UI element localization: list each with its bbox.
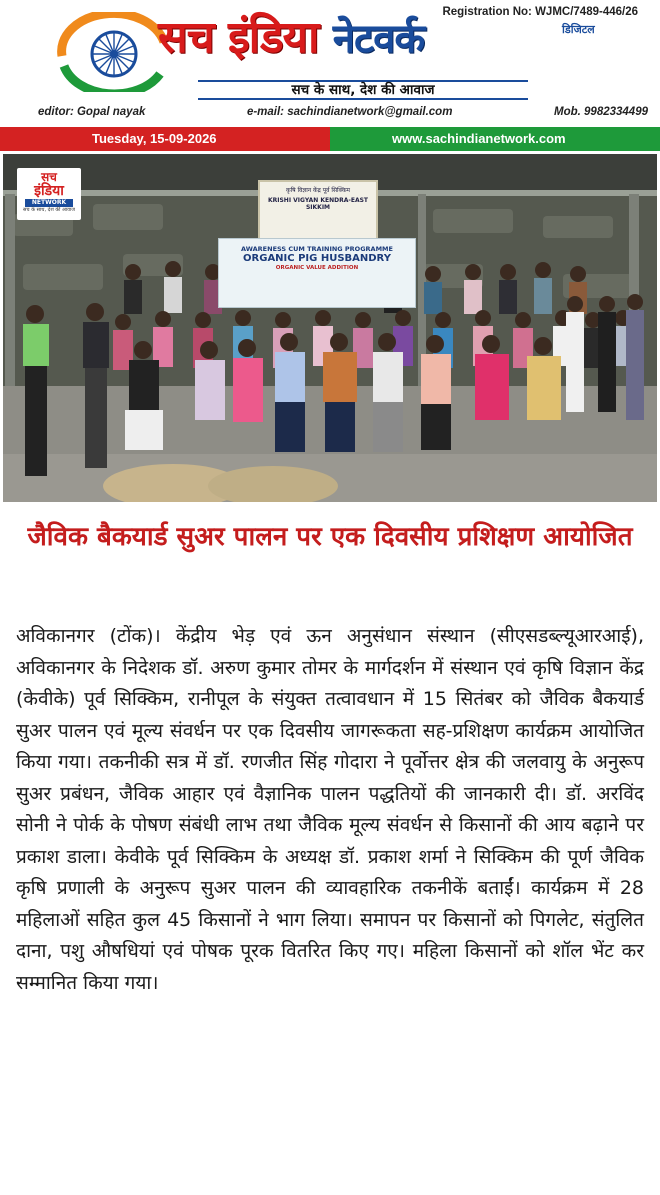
banner-line-3: ORGANIC VALUE ADDITION [275,265,359,271]
group-photo [3,154,657,502]
photo-watermark-logo [17,168,81,220]
digital-tag: डिजिटल [562,23,595,36]
mobile-number: Mob. 9982334499 [554,106,648,118]
tagline: सच के साथ, देश की आवाज [198,80,528,100]
brand-title [158,12,425,63]
badge-line-1: सच [41,170,57,184]
article-body: अविकानगर (टोंक)। केंद्रीय भेड़ एवं ऊन अनुसंधान संस्थान (सीएसडब्ल्यूआरआई), अविकानगर के निदेशक डॉ. अरुण कुमार तोमर के मार्गदर्शन में संस्थान एवं कृषि विज्ञान केंद्र (केवीके) पूर्व सिक्किम, रानीपूल के संयुक्त तत्वावधान में 15 सितंबर को जैविक बैकयार्ड सुअर पालन एवं मूल्य संवर्धन पर एक दिवसीय जागरूकता सह-प्रशिक्षण कार्यक्रम आयोजित किया गया। तकनीकी सत्र में डॉ. रणजीत सिंह गोदारा ने पूर्वोत्तर क्षेत्र की जलवायु के अनुरूप सुअर प्रबंधन, जैविक आहार एवं वैज्ञानिक पालन पद्धतियों की जानकारी दी। डॉ. अरविंद सोनी ने पोर्क के पोषण संबंधी लाभ तथा जैविक मूल्य संवर्धन से किसानों की आय बढ़ाने पर प्रकाश डाला। केवीके पूर्व सिक्किम के अध्यक्ष डॉ. प्रकाश शर्मा ने सिक्किम की पूर्ण जैविक कृषि प्रणाली के अनुरूप सुअर पालन की व्यावहारिक तकनीकें बताईं। कार्यक्रम में 28 महिलाओं सहित कुल 45 किसानों ने भाग लिया। समापन पर किसानों को पिगलेट, संतुलित दाना, पशु औषधियां एवं पोषक पूरक वितरित किए गए। महिला किसानों को शॉल भेंट कर सम्मानित किया गया। [16,625,644,994]
registration-number: Registration No: WJMC/7489-446/26 [442,6,638,18]
ashoka-chakra-logo [52,12,174,92]
banner-line-2: ORGANIC PIG HUSBANDRY [243,253,391,264]
article-headline: जैविक बैकयार्ड सुअर पालन पर एक दिवसीय प्रशिक्षण आयोजित [27,522,633,552]
badge-line-2: इंडिया [34,183,64,199]
brand-title-network: नेटवर्क [332,16,425,62]
email-address: e-mail: sachindianetwork@gmail.com [246,106,453,118]
brand-title-main: सच इंडिया [158,12,333,63]
editor-name: editor: Gopal nayak [38,106,146,118]
badge-network-label: NETWORK [25,199,73,207]
training-banner [218,238,416,308]
masthead [0,0,660,146]
signboard-english: KRISHI VIGYAN KENDRA-EAST SIKKIM [267,197,369,211]
website-link[interactable]: www.sachindianetwork.com [330,127,660,151]
kvk-signboard [258,180,378,242]
date-bar [0,127,660,151]
banner-line-1: AWARENESS CUM TRAINING PROGRAMME [241,245,393,253]
publication-date: Tuesday, 15-09-2026 [0,127,330,151]
badge-tagline: सच के साथ, देश की आवाज [23,207,75,213]
signboard-hindi: कृषि विज्ञान केंद्र पूर्व सिक्किम [285,187,351,194]
contact-line [0,106,660,118]
